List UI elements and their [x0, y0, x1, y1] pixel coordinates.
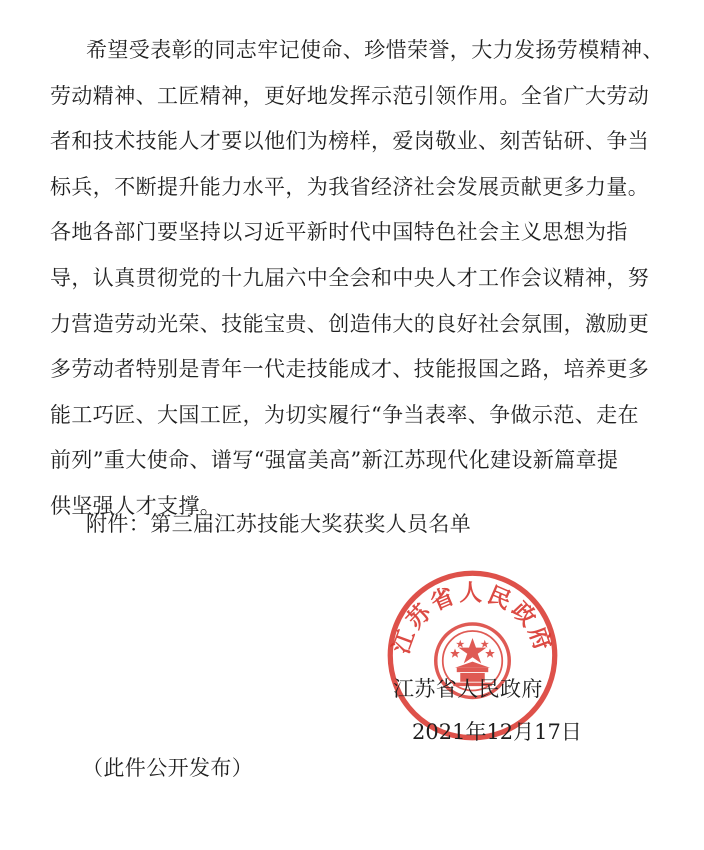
- text-line: 导，认真贯彻党的十九届六中全会和中央人才工作会议精神，努: [50, 265, 650, 290]
- text-line: 各地各部门要坚持以习近平新时代中国特色社会主义思想为指: [50, 220, 628, 245]
- issuer-name: 江苏省人民政府: [393, 677, 543, 701]
- text-line: 希望受表彰的同志牢记使命、珍惜荣誉，大力发扬劳模精神、: [86, 38, 664, 62]
- text-line: 能工巧匠、大国工匠，为切实履行“争当表率、争做示范、走在: [50, 402, 639, 427]
- text-line: 标兵，不断提升能力水平，为我省经济社会发展贡献更多力量。: [50, 174, 650, 199]
- public-release-note: （此件公开发布）: [82, 756, 254, 780]
- issue-date: 2021年12月17日: [412, 720, 582, 744]
- text-line: 前列”重大使命、谱写“强富美高”新江苏现代化建设新篇章提: [50, 448, 619, 473]
- text-line: 供坚强人才支撑。: [50, 493, 222, 518]
- text-line: 多劳动者特别是青年一代走技能成才、技能报国之路，培养更多: [50, 357, 650, 382]
- text-line: 者和技术技能人才要以他们为榜样，爱岗敬业、刻苦钻研、争当: [50, 129, 650, 154]
- text-line: 力营造劳动光荣、技能宝贵、创造伟大的良好社会氛围，激励更: [50, 311, 650, 336]
- attachment-line: 附件：第三届江苏技能大奖获奖人员名单: [86, 512, 472, 536]
- seal-text: 江苏省人民政府: [388, 580, 557, 658]
- text-line: 劳动精神、工匠精神，更好地发挥示范引领作用。全省广大劳动: [50, 83, 650, 108]
- body-text: [50, 28, 662, 530]
